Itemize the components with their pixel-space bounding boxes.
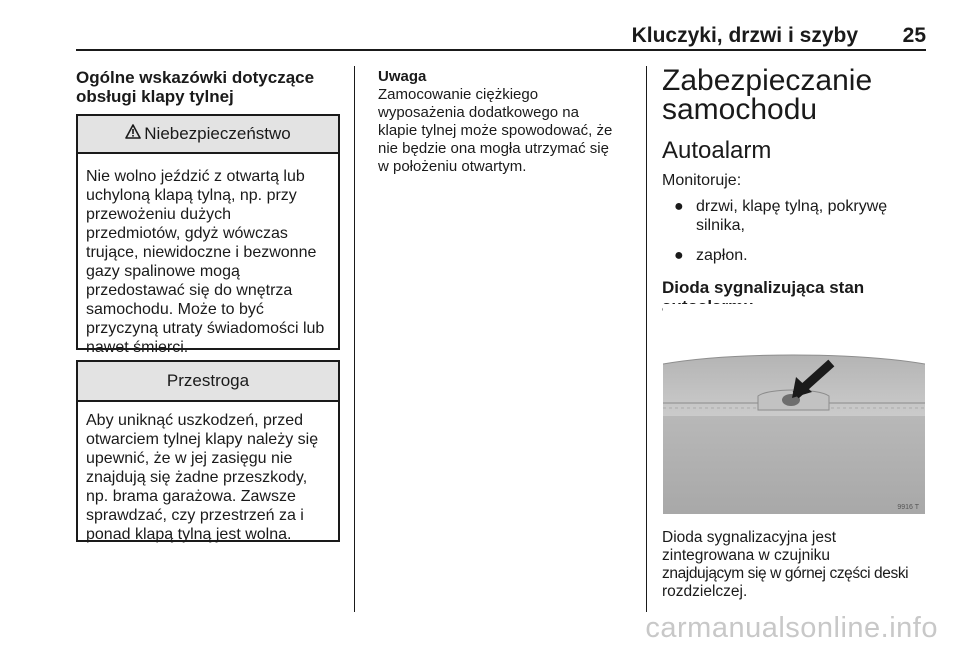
column-divider-1 xyxy=(354,66,355,612)
caption-line: zintegrowana w czujniku xyxy=(662,547,831,564)
danger-box-title: Niebezpieczeństwo xyxy=(144,124,291,143)
warning-triangle-icon xyxy=(125,124,141,144)
body-line: uchyloną klapą tylną, np. przy xyxy=(86,187,297,204)
note-line: nie będzie ona mogła utrzymać się xyxy=(378,140,609,157)
body-line: przewożeniu dużych xyxy=(86,206,231,223)
body-line: Nie wolno jeździć z otwartą lub xyxy=(86,168,305,185)
note-line: wyposażenia dodatkowego na xyxy=(378,104,579,121)
bullet-icon: ● xyxy=(674,247,684,264)
body-line: otwarciem tylnej klapy należy się xyxy=(86,431,319,448)
page-number: 25 xyxy=(902,24,926,47)
body-line: nawet śmierci. xyxy=(86,339,189,356)
list-item-line: drzwi, klapę tylną, pokrywę xyxy=(696,198,888,215)
body-line: przedmiotów, gdyż wówczas xyxy=(86,225,288,242)
heading-line: Ogólne wskazówki dotyczące xyxy=(76,68,315,87)
body-line: gazy spalinowe mogą xyxy=(86,263,240,280)
monitor-label: Monitoruje: xyxy=(662,172,742,189)
page-header xyxy=(76,24,926,50)
heading-line: obsługi klapy tylnej xyxy=(76,87,234,106)
caution-box-title: Przestroga xyxy=(166,371,250,390)
alarm-led-illustration xyxy=(663,304,925,514)
right-column xyxy=(662,66,928,316)
body-line: samochodu. Może to być xyxy=(86,301,264,318)
note-title: Uwaga xyxy=(378,68,427,85)
caption-line: znajdującym się w górnej części deski xyxy=(662,565,909,582)
column-divider-2 xyxy=(646,66,647,612)
chapter-title: Kluczyki, drzwi i szyby xyxy=(631,24,858,47)
section-title: samochodu xyxy=(662,93,818,126)
body-line: znajdują się żadne przeszkody, xyxy=(86,469,308,486)
caution-box xyxy=(76,360,340,542)
note-line: w położeniu otwartym. xyxy=(378,158,527,175)
danger-box-body xyxy=(78,154,338,357)
caution-box-header xyxy=(78,362,338,402)
danger-box xyxy=(76,114,340,356)
note-line: Zamocowanie ciężkiego xyxy=(378,86,539,103)
body-line: trujące, niewidoczne i bezwonne xyxy=(86,244,317,261)
header-rule xyxy=(76,49,926,51)
subsection-title: Autoalarm xyxy=(662,137,772,164)
body-line: ponad klapą tylną jest wolna. xyxy=(86,526,292,543)
heading-line: Dioda sygnalizująca stan xyxy=(662,278,865,297)
caption-line: Dioda sygnalizacyjna jest xyxy=(662,529,837,546)
section-title: Zabezpieczanie xyxy=(662,64,873,97)
caution-box-body xyxy=(78,402,338,544)
danger-box-header xyxy=(78,116,338,154)
image-id: 9916 T xyxy=(897,504,919,511)
body-line: sprawdzać, czy przestrzeń za i xyxy=(86,507,304,524)
list-item xyxy=(662,246,928,265)
image-caption xyxy=(662,529,934,601)
caption-line: rozdzielczej. xyxy=(662,583,748,600)
body-line: przyczyną utraty świadomości lub xyxy=(86,320,325,337)
body-line: upewnić, że w jej zasięgu nie xyxy=(86,450,293,467)
watermark: carmanualsonline.info xyxy=(645,612,938,644)
left-heading xyxy=(76,68,338,106)
bullet-icon: ● xyxy=(674,198,684,215)
list-item xyxy=(662,197,928,235)
body-line: Aby uniknąć uszkodzeń, przed xyxy=(86,412,304,429)
body-line: przedostawać się do wnętrza xyxy=(86,282,293,299)
list-item-line: zapłon. xyxy=(696,247,748,264)
body-line: np. brama garażowa. Zawsze xyxy=(86,488,296,505)
list-item-line: silnika, xyxy=(696,217,745,234)
note-block xyxy=(378,68,636,176)
note-line: klapie tylnej może spowodować, że xyxy=(378,122,613,139)
